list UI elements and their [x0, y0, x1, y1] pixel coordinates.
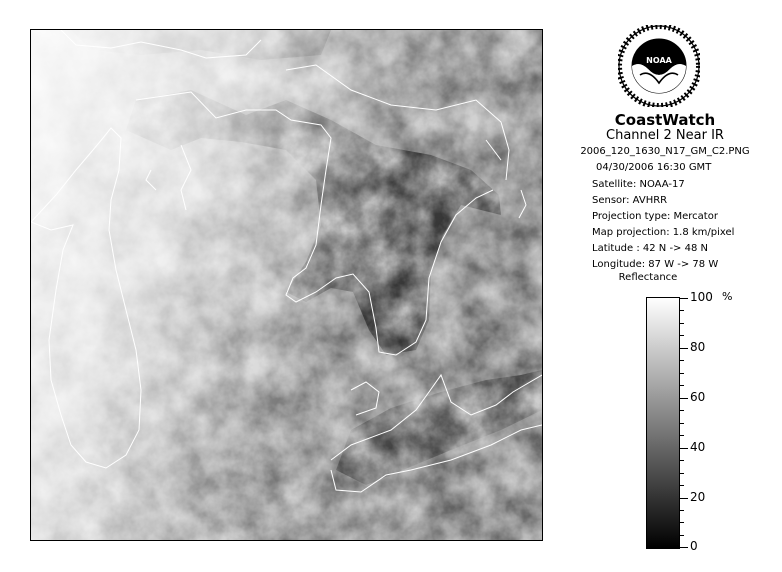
colorbar-minor-tick — [680, 360, 684, 361]
colorbar-minor-tick — [680, 510, 684, 511]
colorbar-minor-tick — [680, 335, 684, 336]
noaa-logo-text: NOAA — [646, 56, 672, 65]
colorbar-minor-tick — [680, 373, 684, 374]
colorbar-tick — [680, 547, 688, 548]
colorbar-label-20: 20 — [690, 490, 706, 504]
map-projection: Map projection: 1.8 km/pixel — [592, 227, 735, 238]
satellite-image — [30, 29, 543, 541]
colorbar-label-40: 40 — [690, 440, 706, 454]
colorbar-tick — [680, 448, 688, 449]
colorbar-minor-tick — [680, 385, 684, 386]
colorbar-tick — [680, 348, 688, 349]
noaa-logo-icon — [618, 25, 700, 107]
colorbar-minor-tick — [680, 535, 684, 536]
colorbar-minor-tick — [680, 522, 684, 523]
sensor-info: Sensor: AVHRR — [592, 195, 668, 206]
file-name: 2006_120_1630_N17_GM_C2.PNG — [580, 146, 750, 157]
longitude-range: Longitude: 87 W -> 78 W — [592, 259, 719, 270]
colorbar-minor-tick — [680, 310, 684, 311]
colorbar-tick — [680, 498, 688, 499]
latitude-range: Latitude : 42 N -> 48 N — [592, 243, 708, 254]
colorbar-label-100: 100 — [690, 290, 713, 304]
acquisition-datetime: 04/30/2006 16:30 GMT — [596, 162, 712, 173]
reflectance-colorbar — [646, 297, 680, 549]
channel-label: Channel 2 Near IR — [606, 128, 724, 143]
projection-type: Projection type: Mercator — [592, 211, 718, 222]
colorbar-title: Reflectance — [618, 272, 678, 283]
colorbar-minor-tick — [680, 435, 684, 436]
colorbar-minor-tick — [680, 460, 684, 461]
colorbar-minor-tick — [680, 323, 684, 324]
colorbar-minor-tick — [680, 423, 684, 424]
satellite-info: Satellite: NOAA-17 — [592, 179, 685, 190]
colorbar-label-60: 60 — [690, 390, 706, 404]
colorbar-label-80: 80 — [690, 340, 706, 354]
colorbar-tick — [680, 298, 688, 299]
colorbar-minor-tick — [680, 485, 684, 486]
colorbar-minor-tick — [680, 410, 684, 411]
colorbar-minor-tick — [680, 473, 684, 474]
colorbar-unit: % — [722, 290, 733, 303]
colorbar-tick — [680, 398, 688, 399]
colorbar-label-0: 0 — [690, 539, 698, 553]
brand-title: CoastWatch — [614, 111, 716, 129]
cloud-haze — [31, 30, 542, 540]
